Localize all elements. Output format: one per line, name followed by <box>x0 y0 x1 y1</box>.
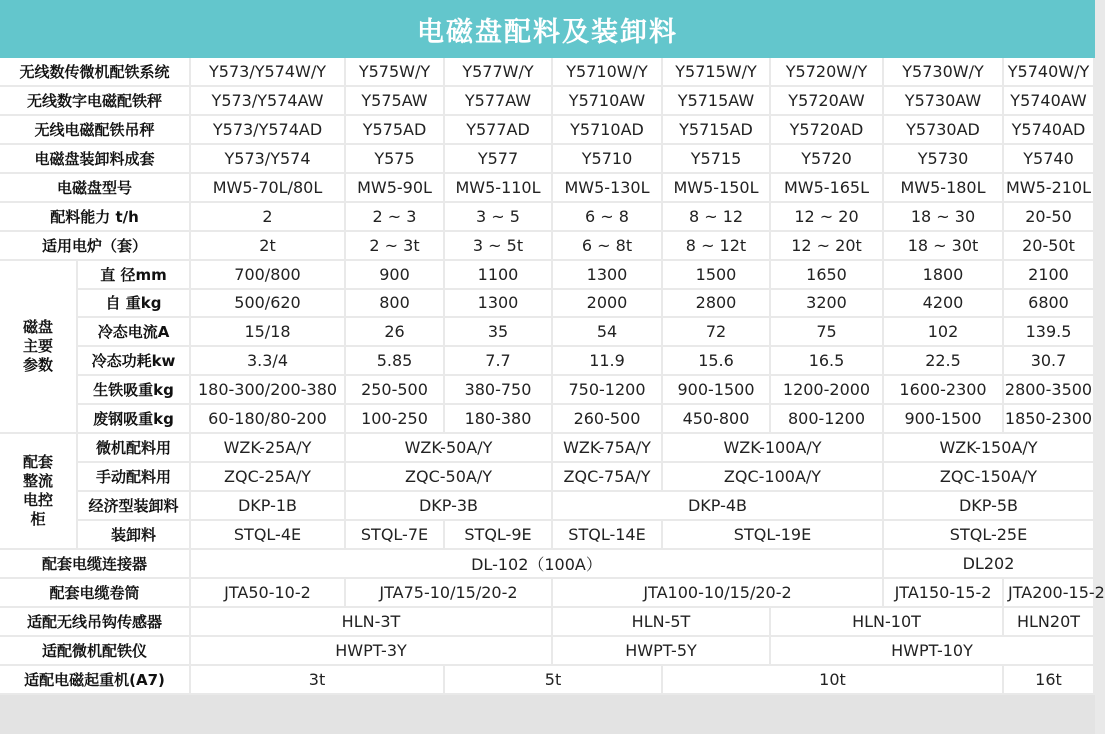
row-label-cable-connector: 配套电缆连接器 <box>0 550 191 579</box>
table-cell: 1300 <box>553 261 663 290</box>
row-label-weight: 自 重kg <box>78 290 191 319</box>
table-cell: 900 <box>346 261 445 290</box>
table-cell: JTA100-10/15/20-2 <box>553 579 884 608</box>
table-cell: 22.5 <box>884 347 1004 376</box>
table-cell: DKP-4B <box>553 492 884 521</box>
table-cell: 2 ~ 3t <box>346 232 445 261</box>
table-cell: MW5-90L <box>346 174 445 203</box>
row-label-model: 电磁盘型号 <box>0 174 191 203</box>
spec-table <box>0 58 1105 695</box>
table-cell: 8 ~ 12t <box>663 232 771 261</box>
table-cell: Y5730AW <box>884 87 1004 116</box>
table-cell: Y5730AD <box>884 116 1004 145</box>
table-cell: Y5715AD <box>663 116 771 145</box>
table-cell: Y575W/Y <box>346 58 445 87</box>
table-cell: DL-102（100A） <box>191 550 884 579</box>
table-cell: STQL-7E <box>346 521 445 550</box>
table-cell: 1850-2300 <box>1004 405 1095 434</box>
table-cell: HWPT-10Y <box>771 637 1095 666</box>
table-cell: Y5710 <box>553 145 663 174</box>
table-cell: 1300 <box>445 290 553 319</box>
table-cell: 26 <box>346 318 445 347</box>
table-cell: JTA75-10/15/20-2 <box>346 579 553 608</box>
table-cell: DKP-1B <box>191 492 346 521</box>
table-cell: Y5710AD <box>553 116 663 145</box>
group-label-cabinet: 配套整流电控柜 <box>0 434 78 550</box>
row-label-digital-scale: 无线数字电磁配铁秤 <box>0 87 191 116</box>
table-cell: 72 <box>663 318 771 347</box>
table-cell: Y575AD <box>346 116 445 145</box>
table-cell: Y5740 <box>1004 145 1095 174</box>
table-cell: DKP-5B <box>884 492 1095 521</box>
table-cell: 60-180/80-200 <box>191 405 346 434</box>
table-cell: HLN-10T <box>771 608 1004 637</box>
table-cell: 6800 <box>1004 290 1095 319</box>
table-cell: 35 <box>445 318 553 347</box>
row-label-furnace: 适用电炉（套） <box>0 232 191 261</box>
table-cell: 20-50 <box>1004 203 1095 232</box>
table-cell: 1200-2000 <box>771 376 884 405</box>
table-cell: JTA150-15-2 <box>884 579 1004 608</box>
table-cell: 1600-2300 <box>884 376 1004 405</box>
table-cell: 3 ~ 5t <box>445 232 553 261</box>
table-cell: WZK-100A/Y <box>663 434 884 463</box>
table-cell: 2000 <box>553 290 663 319</box>
table-cell: 250-500 <box>346 376 445 405</box>
row-label-cable-reel: 配套电缆卷筒 <box>0 579 191 608</box>
table-cell: WZK-150A/Y <box>884 434 1095 463</box>
table-cell: MW5-210L <box>1004 174 1095 203</box>
row-label-cold-power: 冷态功耗kw <box>78 347 191 376</box>
table-cell: WZK-50A/Y <box>346 434 553 463</box>
table-cell: 54 <box>553 318 663 347</box>
row-label-manual: 手动配料用 <box>78 463 191 492</box>
table-cell: ZQC-75A/Y <box>553 463 663 492</box>
table-cell: 5t <box>445 666 663 695</box>
row-label-wireless-system: 无线数传微机配铁系统 <box>0 58 191 87</box>
table-cell: 800-1200 <box>771 405 884 434</box>
page-title: 电磁盘配料及装卸料 <box>417 16 678 48</box>
table-cell: Y577AD <box>445 116 553 145</box>
table-cell: 15.6 <box>663 347 771 376</box>
table-cell: 900-1500 <box>884 405 1004 434</box>
table-cell: 800 <box>346 290 445 319</box>
table-cell: 3t <box>191 666 445 695</box>
table-cell: Y5715W/Y <box>663 58 771 87</box>
table-cell: WZK-75A/Y <box>553 434 663 463</box>
table-cell: 12 ~ 20t <box>771 232 884 261</box>
table-cell: Y573/Y574 <box>191 145 346 174</box>
table-cell: Y573/Y574AD <box>191 116 346 145</box>
table-cell: 30.7 <box>1004 347 1095 376</box>
table-cell: 2800 <box>663 290 771 319</box>
table-cell: 7.7 <box>445 347 553 376</box>
row-label-capacity: 配料能力 t/h <box>0 203 191 232</box>
table-cell: 2 <box>191 203 346 232</box>
row-label-unload: 装卸料 <box>78 521 191 550</box>
row-label-scrap-lift: 废钢吸重kg <box>78 405 191 434</box>
table-cell: 10t <box>663 666 1004 695</box>
table-cell: ZQC-25A/Y <box>191 463 346 492</box>
table-cell: 12 ~ 20 <box>771 203 884 232</box>
table-cell: Y573/Y574W/Y <box>191 58 346 87</box>
table-cell: 16.5 <box>771 347 884 376</box>
table-cell: MW5-165L <box>771 174 884 203</box>
table-cell: HLN-3T <box>191 608 553 637</box>
table-cell: MW5-150L <box>663 174 771 203</box>
table-cell: Y5740W/Y <box>1004 58 1095 87</box>
table-cell: Y577W/Y <box>445 58 553 87</box>
table-cell: 6 ~ 8 <box>553 203 663 232</box>
table-cell: 380-750 <box>445 376 553 405</box>
table-cell: 1800 <box>884 261 1004 290</box>
table-cell: 11.9 <box>553 347 663 376</box>
table-cell: 5.85 <box>346 347 445 376</box>
table-cell: 102 <box>884 318 1004 347</box>
table-cell: 16t <box>1004 666 1095 695</box>
table-cell: 260-500 <box>553 405 663 434</box>
table-cell: 180-380 <box>445 405 553 434</box>
table-cell: DL202 <box>884 550 1095 579</box>
table-cell: 100-250 <box>346 405 445 434</box>
title-bar <box>0 0 1095 58</box>
row-label-diameter: 直 径mm <box>78 261 191 290</box>
bottom-strip <box>0 695 1095 734</box>
table-cell: 3 ~ 5 <box>445 203 553 232</box>
table-cell: 4200 <box>884 290 1004 319</box>
table-cell: STQL-25E <box>884 521 1095 550</box>
table-cell: 1100 <box>445 261 553 290</box>
table-cell: 700/800 <box>191 261 346 290</box>
row-label-cold-current: 冷态电流A <box>78 318 191 347</box>
table-cell: STQL-14E <box>553 521 663 550</box>
table-cell: STQL-9E <box>445 521 553 550</box>
table-cell: Y5730W/Y <box>884 58 1004 87</box>
table-cell: JTA50-10-2 <box>191 579 346 608</box>
table-cell: ZQC-100A/Y <box>663 463 884 492</box>
table-cell: Y5720W/Y <box>771 58 884 87</box>
table-cell: Y5715AW <box>663 87 771 116</box>
row-label-pig-iron-lift: 生铁吸重kg <box>78 376 191 405</box>
table-cell: 2 ~ 3 <box>346 203 445 232</box>
row-label-micro-meter: 适配微机配铁仪 <box>0 637 191 666</box>
table-cell: 500/620 <box>191 290 346 319</box>
table-cell: Y5740AW <box>1004 87 1095 116</box>
table-cell: HLN-5T <box>553 608 771 637</box>
table-cell: 2t <box>191 232 346 261</box>
table-cell: Y5720AD <box>771 116 884 145</box>
table-cell: 1500 <box>663 261 771 290</box>
table-cell: 18 ~ 30 <box>884 203 1004 232</box>
table-cell: 3200 <box>771 290 884 319</box>
table-cell: 750-1200 <box>553 376 663 405</box>
table-cell: 139.5 <box>1004 318 1095 347</box>
row-label-hook-sensor: 适配无线吊钩传感器 <box>0 608 191 637</box>
table-cell: Y577AW <box>445 87 553 116</box>
table-cell: Y5740AD <box>1004 116 1095 145</box>
table-cell: STQL-19E <box>663 521 884 550</box>
table-cell: Y5710W/Y <box>553 58 663 87</box>
table-cell: DKP-3B <box>346 492 553 521</box>
row-label-crane-scale: 无线电磁配铁吊秤 <box>0 116 191 145</box>
table-cell: 8 ~ 12 <box>663 203 771 232</box>
row-label-economy: 经济型装卸料 <box>78 492 191 521</box>
table-cell: Y575 <box>346 145 445 174</box>
table-cell: 450-800 <box>663 405 771 434</box>
table-cell: Y5720 <box>771 145 884 174</box>
table-cell: 6 ~ 8t <box>553 232 663 261</box>
table-cell: HWPT-3Y <box>191 637 553 666</box>
table-cell: 1650 <box>771 261 884 290</box>
table-cell: ZQC-50A/Y <box>346 463 553 492</box>
table-cell: HLN20T <box>1004 608 1095 637</box>
table-cell: Y573/Y574AW <box>191 87 346 116</box>
table-cell: HWPT-5Y <box>553 637 771 666</box>
row-label-crane: 适配电磁起重机(A7) <box>0 666 191 695</box>
table-cell: 900-1500 <box>663 376 771 405</box>
table-cell: JTA200-15-2 <box>1004 579 1095 608</box>
table-cell: Y5720AW <box>771 87 884 116</box>
table-cell: MW5-70L/80L <box>191 174 346 203</box>
table-cell: 2100 <box>1004 261 1095 290</box>
table-cell: 75 <box>771 318 884 347</box>
table-cell: Y577 <box>445 145 553 174</box>
table-cell: 20-50t <box>1004 232 1095 261</box>
table-cell: Y5715 <box>663 145 771 174</box>
row-label-micro: 微机配料用 <box>78 434 191 463</box>
table-cell: Y5710AW <box>553 87 663 116</box>
table-cell: WZK-25A/Y <box>191 434 346 463</box>
table-cell: 180-300/200-380 <box>191 376 346 405</box>
table-cell: 18 ~ 30t <box>884 232 1004 261</box>
group-label-disk-params: 磁盘主要参数 <box>0 261 78 435</box>
table-cell: MW5-130L <box>553 174 663 203</box>
table-cell: 3.3/4 <box>191 347 346 376</box>
row-label-unload-set: 电磁盘装卸料成套 <box>0 145 191 174</box>
table-cell: Y5730 <box>884 145 1004 174</box>
table-cell: STQL-4E <box>191 521 346 550</box>
table-cell: 15/18 <box>191 318 346 347</box>
table-cell: MW5-110L <box>445 174 553 203</box>
table-cell: ZQC-150A/Y <box>884 463 1095 492</box>
table-cell: Y575AW <box>346 87 445 116</box>
table-cell: MW5-180L <box>884 174 1004 203</box>
table-cell: 2800-3500 <box>1004 376 1095 405</box>
